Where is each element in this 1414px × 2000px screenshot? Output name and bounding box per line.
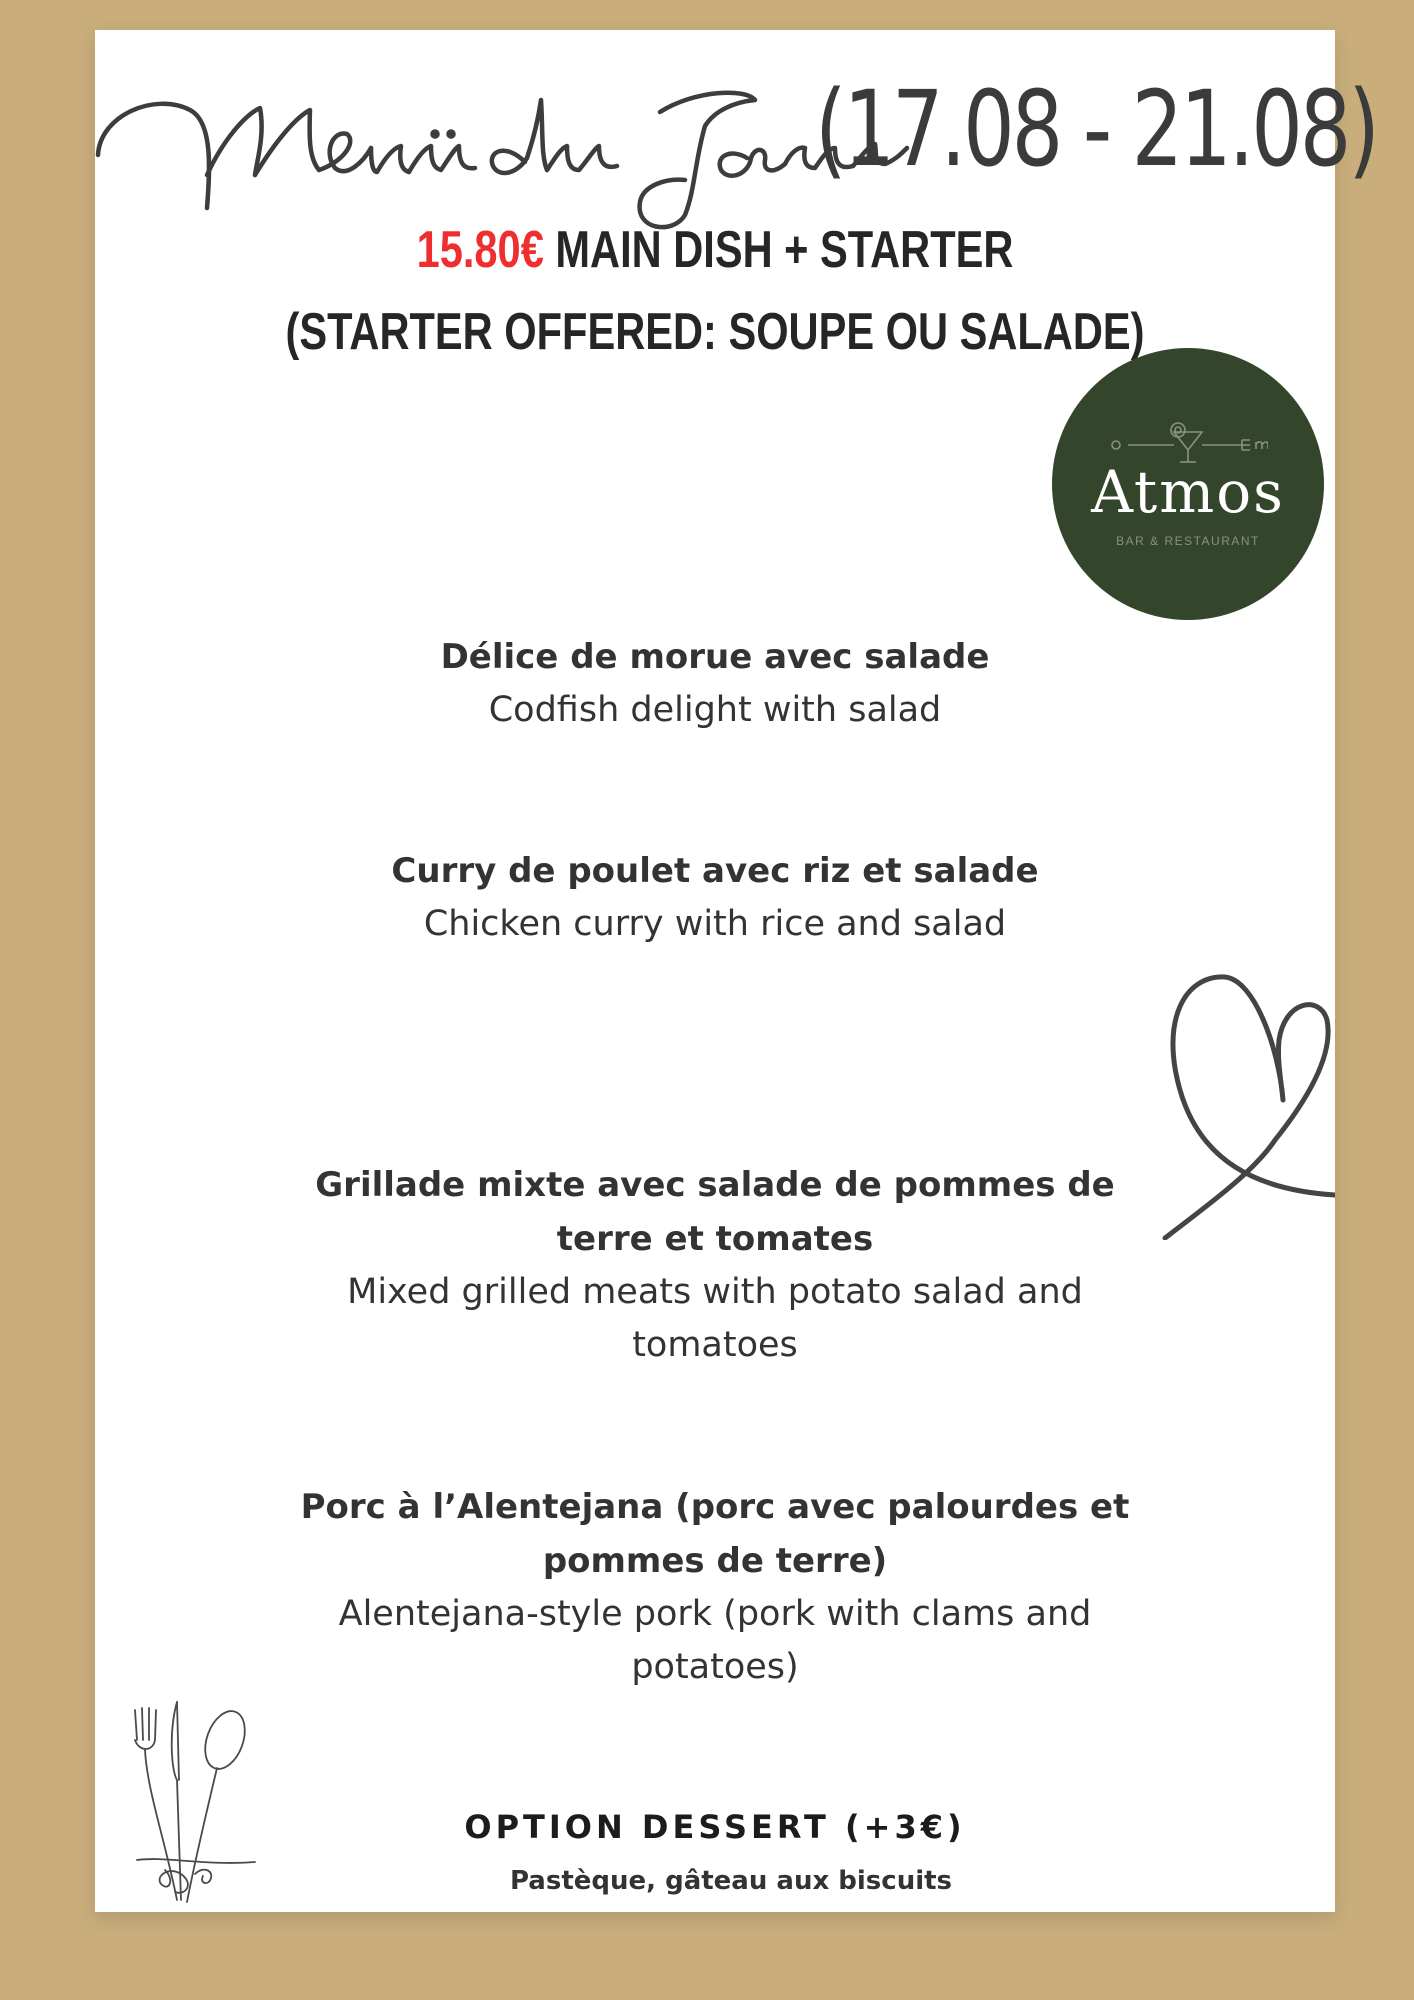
logo-subtitle: BAR & RESTAURANT (1116, 534, 1260, 548)
starter-note: (STARTER OFFERED: SOUPE OU SALADE) (285, 303, 1145, 361)
dish-item (95, 1158, 1335, 1372)
dish-name-en: Mixed grilled meats with potato salad and tomatoes (347, 1272, 1083, 1365)
dish-item (95, 630, 1335, 737)
dessert-items: Pastèque, gâteau aux biscuits (509, 1866, 953, 1896)
heart-doodle-icon (1155, 940, 1335, 1240)
restaurant-logo (1052, 348, 1324, 620)
dish-name-en: Chicken curry with rice and salad (423, 904, 1007, 944)
formula: MAIN DISH + STARTER (543, 221, 1014, 279)
dish-name-fr: Délice de morue avec salade (440, 637, 990, 677)
dish-name-fr: Porc à l’Alentejana (porc avec palourdes et pommes de terre) (300, 1487, 1130, 1581)
dish-item (95, 1480, 1335, 1694)
dish-name-fr: Grillade mixte avec salade de pommes de terre et tomates (315, 1165, 1115, 1259)
date-range: (17.08 - 21.08) (815, 68, 1377, 190)
dish-name-en: Alentejana-style pork (pork with clams and potatoes) (338, 1594, 1092, 1687)
menu-title (95, 30, 1377, 220)
price: 15.80€ (416, 221, 544, 279)
dish-item (95, 844, 1335, 951)
dish-name-en: Codfish delight with salad (488, 690, 942, 730)
menu-card (95, 30, 1377, 1912)
dish-name-fr: Curry de poulet avec riz et salade (391, 851, 1039, 891)
logo-name: Atmos (1091, 458, 1285, 526)
script-title (95, 30, 915, 230)
dessert-title: OPTION DESSERT (+3€) (464, 1808, 966, 1846)
price-offer (219, 220, 1211, 280)
